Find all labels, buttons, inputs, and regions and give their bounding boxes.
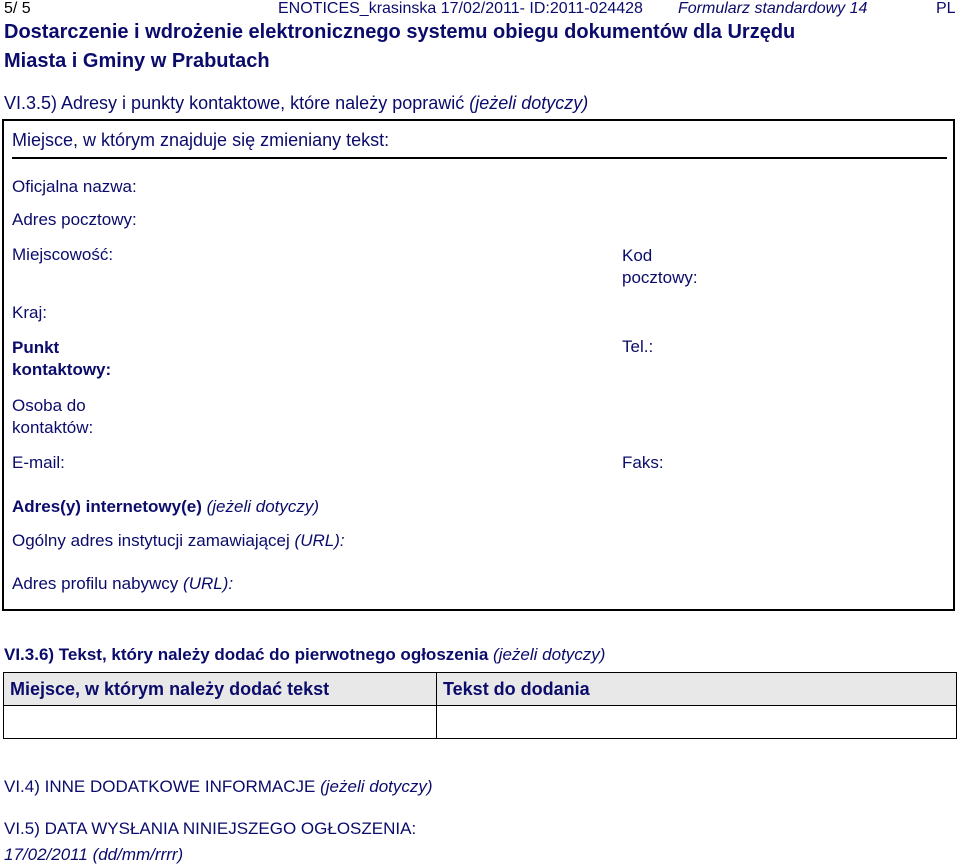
table-header-row bbox=[4, 673, 957, 706]
location-rule bbox=[12, 157, 947, 159]
col-header-text: Tekst do dodania bbox=[437, 673, 957, 706]
table-row bbox=[4, 706, 957, 739]
contact-point-label bbox=[12, 337, 111, 381]
general-url-label bbox=[12, 531, 345, 551]
dispatch-date-value: 17/02/2011 bbox=[4, 845, 88, 864]
internet-address-heading-text: Adres(y) internetowy(e) bbox=[12, 497, 202, 516]
buyer-profile-label-text: Adres profilu nabywcy bbox=[12, 574, 179, 593]
general-url-label-note: (URL): bbox=[294, 531, 345, 550]
buyer-profile-label-note: (URL): bbox=[183, 574, 234, 593]
section-vi4-heading-text: VI.4) INNE DODATKOWE INFORMACJE bbox=[4, 777, 316, 796]
section-vi4-heading bbox=[4, 777, 433, 797]
table-cell-text bbox=[437, 706, 957, 739]
section-vi35-heading bbox=[4, 93, 588, 114]
postcode-label-line-1: Kod bbox=[622, 246, 653, 265]
notice-id: ENOTICES_krasinska 17/02/2011- ID:2011-024428 bbox=[278, 0, 643, 17]
table-cell-place bbox=[4, 706, 437, 739]
col-header-place: Miejsce, w którym należy dodać tekst bbox=[4, 673, 437, 706]
official-name-label: Oficjalna nazwa: bbox=[12, 177, 137, 196]
internet-address-heading-note: (jeżeli dotyczy) bbox=[206, 497, 320, 516]
dispatch-date-format: (dd/mm/rrrr) bbox=[92, 845, 184, 864]
postcode-label-line-2: pocztowy: bbox=[622, 268, 698, 287]
country-label: Kraj: bbox=[12, 303, 47, 322]
dispatch-date bbox=[4, 845, 183, 865]
page-number: 5/ 5 bbox=[4, 0, 31, 17]
contact-point-label-line-1: Punkt bbox=[12, 338, 60, 357]
section-vi36-heading-note: (jeżeli dotyczy) bbox=[493, 645, 606, 664]
postcode-label bbox=[622, 245, 698, 289]
section-vi36-heading bbox=[4, 645, 605, 665]
document-title-line-2: Miasta i Gminy w Prabutach bbox=[4, 50, 270, 72]
section-vi5-heading: VI.5) DATA WYSŁANIA NINIEJSZEGO OGŁOSZENIA: bbox=[4, 819, 417, 838]
location-label: Miejsce, w którym znajduje się zmieniany tekst: bbox=[12, 130, 390, 150]
city-label: Miejscowość: bbox=[12, 245, 114, 264]
buyer-profile-label bbox=[12, 574, 233, 594]
contact-person-label bbox=[12, 395, 93, 439]
document-title-line-1: Dostarczenie i wdrożenie elektronicznego systemu obiegu dokumentów dla Urzędu bbox=[4, 21, 796, 43]
general-url-label-text: Ogólny adres instytucji zamawiającej bbox=[12, 531, 290, 550]
tel-label: Tel.: bbox=[622, 337, 654, 356]
section-vi35-heading-note: (jeżeli dotyczy) bbox=[469, 93, 589, 113]
section-vi35-heading-text: VI.3.5) Adresy i punkty kontaktowe, które należy poprawić bbox=[4, 93, 465, 113]
postal-address-label: Adres pocztowy: bbox=[12, 210, 137, 229]
contact-person-label-line-1: Osoba do bbox=[12, 396, 86, 415]
language-code: PL bbox=[936, 0, 956, 17]
form-type: Formularz standardowy 14 bbox=[678, 0, 868, 17]
section-vi4-heading-note: (jeżeli dotyczy) bbox=[320, 777, 433, 796]
fax-label: Faks: bbox=[622, 453, 664, 472]
internet-address-heading bbox=[12, 497, 319, 517]
added-text-table bbox=[3, 672, 957, 739]
contact-point-label-line-2: kontaktowy: bbox=[12, 360, 112, 379]
contact-person-label-line-2: kontaktów: bbox=[12, 418, 94, 437]
section-vi36-heading-text: VI.3.6) Tekst, który należy dodać do pierwotnego ogłoszenia bbox=[4, 645, 489, 664]
email-label: E-mail: bbox=[12, 453, 65, 472]
